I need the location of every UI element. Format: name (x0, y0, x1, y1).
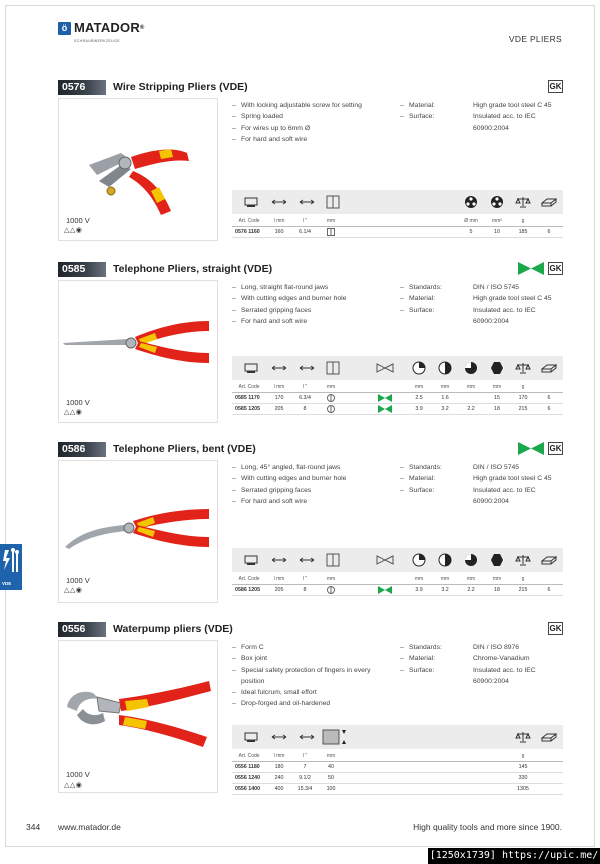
col-unit: g (521, 753, 525, 759)
length-inch-icon (294, 548, 320, 572)
feature-item: – Serrated gripping faces (232, 305, 387, 316)
table-row[interactable] (232, 762, 563, 773)
table-cell: 3.9 (415, 587, 423, 593)
spec-key: – Standards: (400, 462, 473, 473)
table-cell: 5 (469, 229, 473, 235)
spec-value: DIN / ISO 5745 (473, 284, 520, 291)
spec-table-icon-row (232, 356, 563, 380)
table-cell: 18 (494, 406, 500, 412)
art-code-cell: 0585 1205 (235, 406, 261, 412)
spec-table-icon-row (232, 548, 563, 572)
brand-subtitle: SCHRAUBWERKZEUGE (74, 39, 121, 43)
col-unit: l mm (273, 753, 285, 759)
weight-scale-icon (510, 548, 536, 572)
jaw-open-icon (318, 404, 344, 415)
feature-item: – Box joint (232, 653, 387, 664)
length-mm-icon (266, 548, 292, 572)
col-unit: l mm (273, 218, 285, 224)
feature-item: – For wires up to 6mm Ø (232, 123, 387, 134)
spec-value: Insulated acc. to IEC 60900:2004 (473, 113, 536, 132)
table-cell: 400 (274, 786, 284, 792)
table-cell: 3.2 (441, 406, 449, 412)
jaw-width-three-quarter-icon (458, 356, 484, 380)
spec-key: – Surface: (400, 111, 473, 134)
spec-list (400, 100, 570, 134)
safety-symbols-icon: △△◉ (64, 409, 83, 416)
col-unit: l " (302, 384, 308, 390)
packaging-unit-icon (536, 190, 562, 214)
page-number: 344 (26, 822, 41, 832)
footer-slogan: High quality tools and more since 1900. (413, 822, 562, 832)
gk-badge: GK (549, 264, 562, 273)
spec-table-icon-row (232, 725, 563, 749)
feature-item: – Drop-forged and oil-hardened (232, 698, 387, 709)
product-code-badge: 0556 (58, 622, 106, 637)
weight-scale-icon (510, 190, 536, 214)
telephone-pliers-straight-icon (59, 281, 217, 411)
table-cell: 2.5 (415, 395, 423, 401)
spec-list (400, 282, 570, 327)
feature-item: – With cutting edges and burner hole (232, 473, 387, 484)
spec-value: Insulated acc. to IEC 60900:2004 (473, 306, 536, 325)
art-code-cell: 0586 1205 (235, 587, 261, 593)
feature-item: – Ideal fulcrum, small effort (232, 687, 387, 698)
table-cell: 2.2 (467, 587, 475, 593)
packaging-unit-icon (536, 356, 562, 380)
length-inch-icon (294, 725, 320, 749)
col-unit: mm (326, 753, 336, 759)
spec-list (400, 642, 570, 687)
table-cell: 15.3/4 (297, 786, 313, 792)
cutting-bowtie-icon (372, 404, 398, 415)
cutting-bowtie-icon (518, 262, 544, 275)
length-mm-icon (266, 356, 292, 380)
table-cell: 3.2 (441, 587, 449, 593)
spec-value: Insulated acc. to IEC 60900:2004 (473, 666, 536, 685)
col-art-code: Art. Code (238, 576, 260, 582)
pliers-type-icon (238, 356, 264, 380)
feature-item: – Long, 45° angled, flat-round jaws (232, 462, 387, 473)
col-art-code: Art. Code (238, 753, 260, 759)
col-unit: l " (302, 753, 308, 759)
col-unit: mm (326, 576, 336, 582)
table-row[interactable] (232, 585, 563, 596)
col-unit: Ø mm (464, 218, 478, 224)
pliers-type-icon (238, 725, 264, 749)
product-code-badge: 0586 (58, 442, 106, 457)
col-unit: mm² (492, 218, 502, 224)
feature-item: – With cutting edges and burner hole (232, 293, 387, 304)
pliers-type-icon (238, 548, 264, 572)
art-code-cell: 0576 1160 (235, 229, 260, 235)
col-unit: mm (492, 384, 502, 390)
col-unit: l " (302, 576, 308, 582)
safety-symbols-icon: △△◉ (64, 587, 83, 594)
table-cell: 330 (518, 775, 528, 781)
feature-item: – For hard and soft wire (232, 316, 387, 327)
col-unit: mm (414, 576, 424, 582)
packaging-unit-icon (536, 725, 562, 749)
jaw-open-icon (320, 548, 346, 572)
spec-value: Chrome-Vanadium (473, 655, 530, 663)
spec-value: High grade tool steel C 45 (473, 475, 552, 483)
lightning-tools-icon (0, 546, 22, 580)
length-mm-icon (266, 190, 292, 214)
voltage-label: 1000 V (66, 576, 90, 585)
table-cell: 100 (326, 786, 336, 792)
table-cell: 6 (547, 229, 551, 235)
table-row[interactable] (232, 784, 563, 795)
table-cell: 7 (303, 764, 307, 770)
jaw-width-half-icon (432, 356, 458, 380)
table-cell: 170 (274, 395, 284, 401)
gk-badge: GK (549, 444, 562, 453)
spec-table-header (232, 382, 563, 393)
table-cell: 185 (518, 229, 528, 235)
feature-list (232, 100, 387, 145)
spec-key: – Material: (400, 653, 473, 664)
packaging-unit-icon (536, 548, 562, 572)
col-unit: mm (414, 384, 424, 390)
product-section-0556 (58, 622, 563, 797)
voltage-label: 1000 V (66, 216, 90, 225)
jaw-width-half-icon (432, 548, 458, 572)
art-code-cell: 0556 1240 (235, 775, 261, 781)
category-title: VDE PLIERS (508, 34, 562, 44)
feature-item: – Form C (232, 642, 387, 653)
gk-badge: GK (549, 82, 562, 91)
table-cell: 6 (547, 406, 551, 412)
feature-list (232, 642, 387, 710)
product-title: Telephone Pliers, straight (VDE) (113, 263, 273, 275)
weight-scale-icon (510, 725, 536, 749)
jaw-open-icon (318, 227, 344, 238)
product-code-badge: 0585 (58, 262, 106, 277)
weight-scale-icon (510, 356, 536, 380)
col-art-code: Art. Code (238, 384, 260, 390)
jaw-width-quarter-icon (406, 548, 432, 572)
waterpump-pliers-icon (59, 641, 217, 771)
col-unit: mm (440, 576, 450, 582)
feature-item: – For hard and soft wire (232, 496, 387, 507)
table-cell: 40 (328, 764, 334, 770)
spec-key: – Surface: (400, 305, 473, 328)
product-title: Telephone Pliers, bent (VDE) (113, 443, 256, 455)
jaw-width-three-quarter-icon (458, 548, 484, 572)
jaw-open-icon (318, 393, 344, 404)
spec-value: High grade tool steel C 45 (473, 295, 552, 303)
col-unit: g (521, 576, 525, 582)
feature-item: – With locking adjustable screw for setting (232, 100, 387, 111)
jaw-open-icon (318, 585, 344, 596)
wire-section-icon (484, 190, 510, 214)
pliers-type-icon (238, 190, 264, 214)
art-code-cell: 0556 1400 (235, 786, 261, 792)
spec-table-icon-row (232, 190, 563, 214)
product-code-badge: 0576 (58, 80, 106, 95)
product-section-0586 (58, 442, 563, 607)
col-unit: mm (466, 384, 476, 390)
jaw-open-icon (320, 356, 346, 380)
col-unit: mm (326, 384, 336, 390)
cutting-bowtie-icon (372, 585, 398, 596)
spec-table-header (232, 216, 563, 227)
col-unit: mm (440, 384, 450, 390)
length-inch-icon (294, 190, 320, 214)
col-art-code: Art. Code (238, 218, 260, 224)
feature-list (232, 282, 387, 327)
safety-symbols-icon: △△◉ (64, 227, 83, 234)
table-cell: 2.2 (467, 406, 475, 412)
table-cell: 15 (494, 395, 500, 401)
jaw-width-quarter-icon (406, 356, 432, 380)
table-cell: 215 (518, 587, 528, 593)
wire-diameter-icon (458, 190, 484, 214)
table-cell: 6 (547, 587, 551, 593)
table-cell: 160 (274, 229, 284, 235)
table-cell: 9.1/2 (299, 775, 311, 781)
wire-stripping-pliers-icon (59, 99, 217, 219)
table-row[interactable] (232, 393, 563, 404)
telephone-pliers-bent-icon (59, 461, 217, 591)
cutting-outline-icon (372, 548, 398, 572)
cutting-outline-icon (372, 356, 398, 380)
hexagon-icon (484, 548, 510, 572)
spec-key: – Standards: (400, 282, 473, 293)
spec-value: DIN / ISO 8976 (473, 644, 520, 651)
length-mm-icon (266, 725, 292, 749)
col-unit: g (521, 218, 525, 224)
table-cell: 170 (518, 395, 528, 401)
safety-symbols-icon: △△◉ (64, 782, 83, 789)
feature-list (232, 462, 387, 507)
website-link[interactable]: www.matador.de (58, 822, 121, 832)
col-unit: l mm (273, 576, 285, 582)
voltage-label: 1000 V (66, 398, 90, 407)
spec-key: – Surface: (400, 485, 473, 508)
col-unit: l mm (273, 384, 285, 390)
upload-watermark: [1250x1739] https://upic.me/ (428, 848, 600, 864)
spec-table-header (232, 751, 563, 762)
table-cell: 10 (494, 229, 500, 235)
table-cell (458, 393, 484, 404)
voltage-label: 1000 V (66, 770, 90, 779)
jaw-open-icon (320, 190, 346, 214)
feature-item: – Serrated gripping faces (232, 485, 387, 496)
spec-key: – Material: (400, 473, 473, 484)
col-unit: mm (492, 576, 502, 582)
table-cell: 3.9 (415, 406, 423, 412)
spec-list (400, 462, 570, 507)
product-section-0576 (58, 80, 563, 245)
table-cell: 6.1/4 (299, 229, 311, 235)
col-unit: mm (326, 218, 336, 224)
pipe-capacity-icon (320, 725, 350, 749)
table-row[interactable] (232, 773, 563, 784)
table-cell: 180 (274, 764, 284, 770)
spec-value: DIN / ISO 5745 (473, 464, 520, 471)
gk-badge: GK (549, 624, 562, 633)
feature-item: – Spring loaded (232, 111, 387, 122)
table-cell: 6 (547, 395, 551, 401)
cutting-bowtie-icon (372, 393, 398, 404)
spec-key: – Surface: (400, 665, 473, 688)
table-row[interactable] (232, 227, 563, 238)
feature-item: – Special safety protection of fingers in every position (232, 665, 387, 688)
col-unit: mm (466, 576, 476, 582)
table-cell: 1305 (517, 786, 529, 792)
brand-logo[interactable]: ö MATADOR® SCHRAUBWERKZEUGE (58, 22, 145, 46)
table-cell: 215 (518, 406, 528, 412)
table-cell: 8 (303, 406, 307, 412)
spec-table-header (232, 574, 563, 585)
hexagon-icon (484, 356, 510, 380)
table-cell: 8 (303, 587, 307, 593)
art-code-cell: 0556 1180 (235, 764, 260, 770)
spec-value: Insulated acc. to IEC 60900:2004 (473, 486, 536, 505)
spec-key: – Standards: (400, 642, 473, 653)
length-inch-icon (294, 356, 320, 380)
product-title: Wire Stripping Pliers (VDE) (113, 81, 248, 93)
col-unit: l " (302, 218, 308, 224)
feature-item: – For hard and soft wire (232, 134, 387, 145)
table-cell: 18 (494, 587, 500, 593)
logo-mark-icon: ö (58, 22, 71, 35)
table-cell: 205 (274, 587, 284, 593)
cutting-bowtie-icon (518, 442, 544, 455)
table-cell: 6.3/4 (299, 395, 311, 401)
vde-side-tab[interactable] (0, 544, 22, 590)
table-cell: 50 (328, 775, 334, 781)
spec-key: – Material: (400, 100, 473, 111)
table-cell: 205 (274, 406, 284, 412)
feature-item: – Long, straight flat-round jaws (232, 282, 387, 293)
table-cell: 240 (274, 775, 284, 781)
product-section-0585 (58, 262, 563, 427)
col-unit: g (521, 384, 525, 390)
brand-name: MATADOR (74, 20, 140, 35)
product-title: Waterpump pliers (VDE) (113, 623, 233, 635)
table-row[interactable] (232, 404, 563, 415)
table-cell: 1.6 (441, 395, 449, 401)
table-cell: 145 (518, 764, 528, 770)
side-tab-label: VDE (2, 581, 12, 586)
art-code-cell: 0585 1170 (235, 395, 260, 401)
spec-key: – Material: (400, 293, 473, 304)
spec-value: High grade tool steel C 45 (473, 102, 552, 109)
